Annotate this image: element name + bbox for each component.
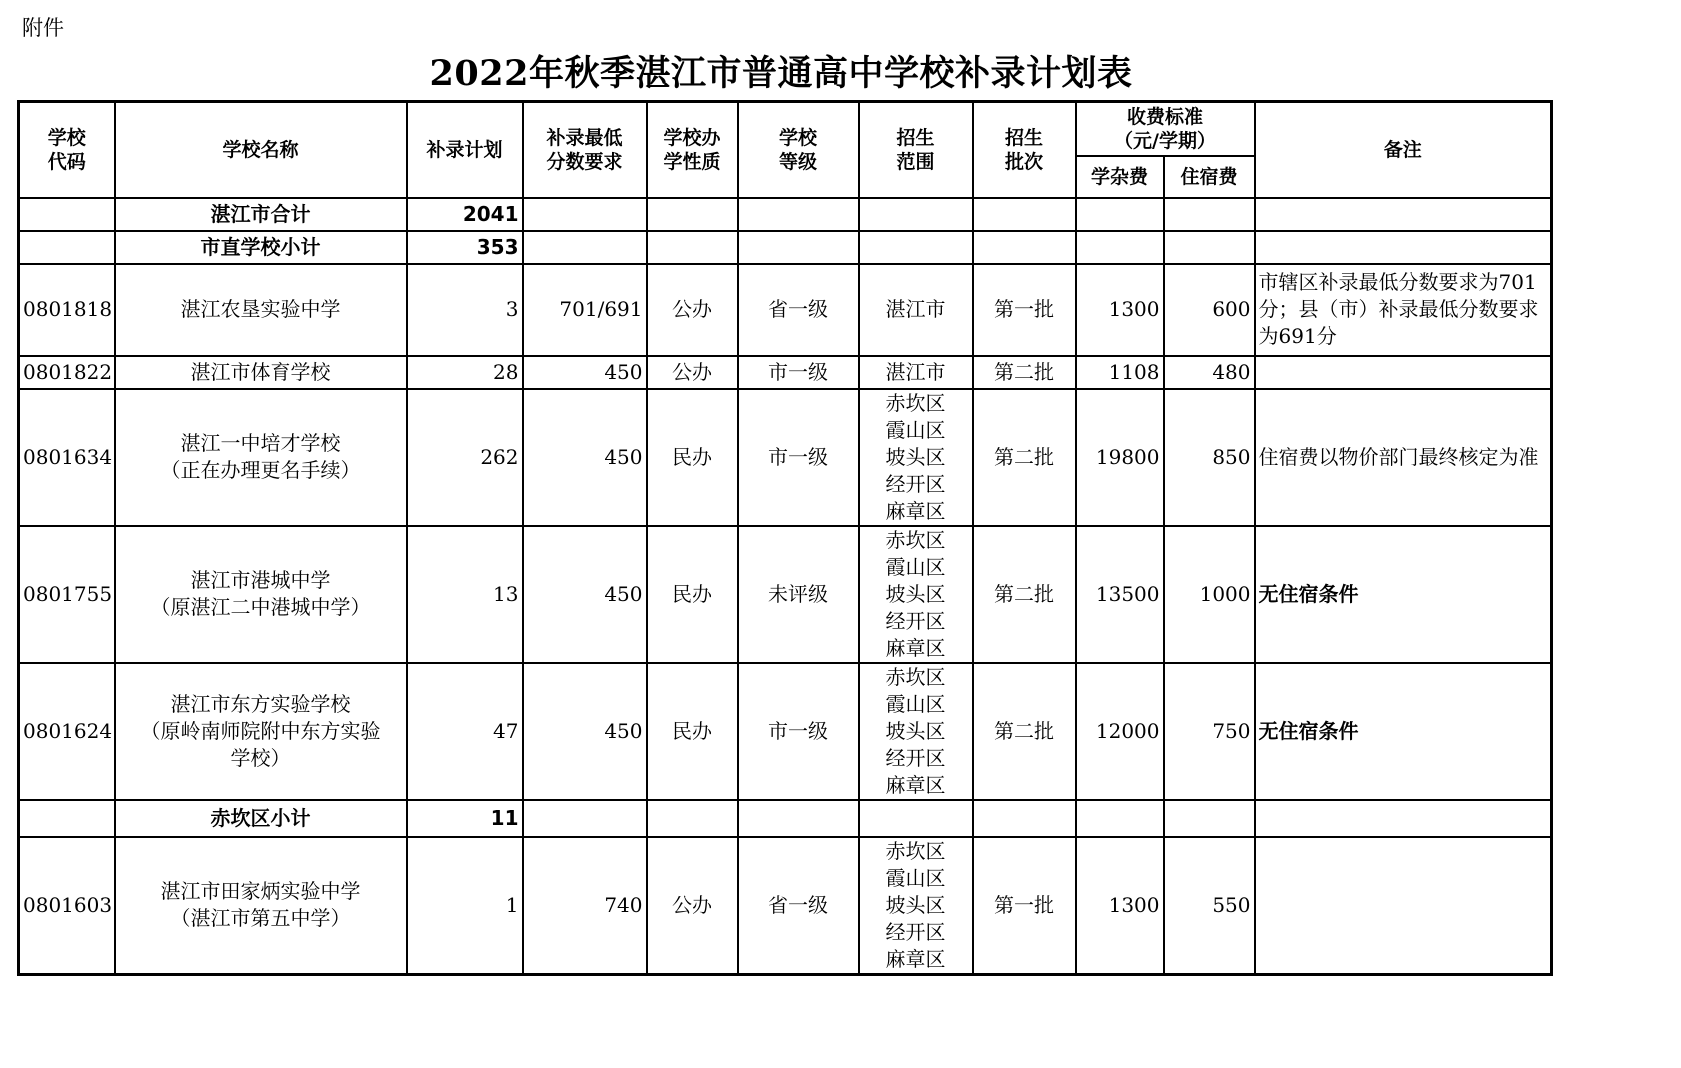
school-grade: 市一级	[738, 389, 859, 526]
lodging-fee: 1000	[1164, 526, 1255, 663]
admission-scope-line: 麻章区	[885, 946, 946, 971]
admission-scope-line: 经开区	[885, 745, 946, 770]
admission-scope-line: 坡头区	[885, 444, 946, 469]
chikan-subtotal-value: 11	[407, 800, 523, 837]
supplementary-admission-table	[17, 100, 1553, 976]
school-name-line: （原岭南师院附中东方实验	[140, 718, 381, 743]
school-name-line: 湛江市港城中学	[190, 568, 331, 592]
admission-scope-line: 坡头区	[885, 718, 946, 743]
admission-scope-line: 霞山区	[885, 865, 946, 890]
tuition-fee: 1108	[1076, 356, 1164, 389]
school-name	[115, 663, 407, 800]
school-grade: 省一级	[738, 264, 859, 356]
admission-scope-line: 经开区	[885, 471, 946, 496]
min-score: 450	[523, 663, 647, 800]
admission-scope	[859, 837, 973, 975]
school-grade: 市一级	[738, 663, 859, 800]
min-score: 450	[523, 526, 647, 663]
school-nature: 民办	[647, 389, 738, 526]
admission-scope-line: 赤坎区	[885, 390, 946, 415]
admission-scope-line: 霞山区	[885, 691, 946, 716]
empty-cell	[1076, 800, 1164, 837]
remark	[1255, 837, 1552, 975]
direct-subtotal-value: 353	[407, 231, 523, 264]
school-name-line: 湛江市东方实验学校	[170, 691, 351, 716]
remark: 市辖区补录最低分数要求为701分；县（市）补录最低分数要求为691分	[1255, 264, 1552, 356]
remark: 住宿费以物价部门最终核定为准	[1255, 389, 1552, 526]
school-row	[19, 264, 1552, 356]
admission-scope-line: 经开区	[885, 919, 946, 944]
remark: 无住宿条件	[1255, 663, 1552, 800]
lodging-fee: 750	[1164, 663, 1255, 800]
header-code: 学校 代码	[19, 102, 115, 198]
header-lodging: 住宿费	[1164, 156, 1255, 198]
plan-count: 262	[407, 389, 523, 526]
page-title: 2022年秋季湛江市普通高中学校补录计划表	[429, 53, 1133, 94]
header-remark: 备注	[1255, 102, 1552, 198]
chikan-subtotal-label: 赤坎区小计	[115, 800, 407, 837]
empty-cell	[859, 800, 973, 837]
school-nature: 民办	[647, 526, 738, 663]
direct-subtotal-row	[19, 231, 1552, 264]
header-nature: 学校办 学性质	[647, 102, 738, 198]
plan-count: 47	[407, 663, 523, 800]
empty-cell	[523, 800, 647, 837]
tuition-fee: 1300	[1076, 264, 1164, 356]
admission-scope-line: 麻章区	[885, 772, 946, 797]
admission-scope-line: 麻章区	[885, 635, 946, 660]
header-name: 学校名称	[115, 102, 407, 198]
school-name	[115, 389, 407, 526]
school-row	[19, 356, 1552, 389]
empty-cell	[1255, 800, 1552, 837]
remark	[1255, 356, 1552, 389]
min-score: 450	[523, 389, 647, 526]
school-row	[19, 837, 1552, 975]
tuition-fee: 1300	[1076, 837, 1164, 975]
school-name	[115, 356, 407, 389]
admission-scope-line: 赤坎区	[885, 838, 946, 863]
header-fee-group: 收费标准 （元/学期）	[1076, 102, 1255, 156]
lodging-fee: 550	[1164, 837, 1255, 975]
school-name-line: 湛江市体育学校	[190, 359, 331, 384]
empty-cell	[1164, 800, 1255, 837]
admission-scope	[859, 389, 973, 526]
city-total-value: 2041	[407, 198, 523, 231]
school-code: 0801818	[19, 264, 115, 356]
header-scope: 招生 范围	[859, 102, 973, 198]
admission-scope-line: 霞山区	[885, 554, 946, 579]
header-plan: 补录计划	[407, 102, 523, 198]
school-grade: 未评级	[738, 526, 859, 663]
school-nature: 公办	[647, 264, 738, 356]
empty-cell	[738, 800, 859, 837]
tuition-fee: 13500	[1076, 526, 1164, 663]
school-name	[115, 526, 407, 663]
admission-scope-line: 赤坎区	[885, 664, 946, 689]
admission-scope-line: 经开区	[885, 608, 946, 633]
admission-batch: 第二批	[973, 389, 1076, 526]
school-row	[19, 526, 1552, 663]
admission-scope	[859, 264, 973, 356]
admission-scope-line: 赤坎区	[885, 527, 946, 552]
school-name-line: 湛江一中培才学校	[180, 431, 341, 455]
tuition-fee: 19800	[1076, 389, 1164, 526]
school-code: 0801755	[19, 526, 115, 663]
header-min-score: 补录最低 分数要求	[523, 102, 647, 198]
admission-batch: 第二批	[973, 356, 1076, 389]
city-total-label: 湛江市合计	[115, 198, 407, 231]
school-row	[19, 389, 1552, 526]
school-code: 0801603	[19, 837, 115, 975]
plan-count: 1	[407, 837, 523, 975]
admission-scope	[859, 663, 973, 800]
header-grade: 学校 等级	[738, 102, 859, 198]
school-name-line: 湛江市田家炳实验中学	[160, 879, 361, 903]
attachment-label: 附件	[22, 16, 64, 40]
admission-scope-line: 湛江市	[885, 359, 946, 384]
school-name-line: （湛江市第五中学）	[170, 906, 351, 930]
city-total-row	[19, 198, 1552, 231]
admission-scope-line: 霞山区	[885, 417, 946, 442]
admission-scope	[859, 356, 973, 389]
admission-batch: 第二批	[973, 526, 1076, 663]
school-name	[115, 837, 407, 975]
admission-batch: 第一批	[973, 837, 1076, 975]
school-grade: 市一级	[738, 356, 859, 389]
lodging-fee: 850	[1164, 389, 1255, 526]
admission-scope-line: 湛江市	[885, 297, 946, 321]
empty-cell	[19, 800, 115, 837]
direct-subtotal-label: 市直学校小计	[115, 231, 407, 264]
school-code: 0801822	[19, 356, 115, 389]
header-batch: 招生 批次	[973, 102, 1076, 198]
school-nature: 公办	[647, 356, 738, 389]
admission-batch: 第二批	[973, 663, 1076, 800]
plan-count: 13	[407, 526, 523, 663]
school-name	[115, 264, 407, 356]
admission-scope-line: 坡头区	[885, 581, 946, 606]
min-score: 701/691	[523, 264, 647, 356]
chikan-subtotal-row	[19, 800, 1552, 837]
plan-count: 28	[407, 356, 523, 389]
school-grade: 省一级	[738, 837, 859, 975]
admission-scope-line: 坡头区	[885, 892, 946, 917]
admission-scope-line: 麻章区	[885, 498, 946, 523]
school-code: 0801634	[19, 389, 115, 526]
school-nature: 公办	[647, 837, 738, 975]
school-nature: 民办	[647, 663, 738, 800]
lodging-fee: 480	[1164, 356, 1255, 389]
admission-scope	[859, 526, 973, 663]
empty-cell	[973, 800, 1076, 837]
lodging-fee: 600	[1164, 264, 1255, 356]
plan-count: 3	[407, 264, 523, 356]
admission-batch: 第一批	[973, 264, 1076, 356]
school-name-line: 湛江农垦实验中学	[180, 297, 341, 321]
empty-cell	[647, 800, 738, 837]
remark: 无住宿条件	[1255, 526, 1552, 663]
min-score: 740	[523, 837, 647, 975]
school-name-line: 学校）	[230, 745, 291, 770]
header-tuition: 学杂费	[1076, 156, 1164, 198]
min-score: 450	[523, 356, 647, 389]
school-name-line: （正在办理更名手续）	[160, 458, 361, 482]
school-name-line: （原湛江二中港城中学）	[150, 595, 371, 619]
school-code: 0801624	[19, 663, 115, 800]
tuition-fee: 12000	[1076, 663, 1164, 800]
school-row	[19, 663, 1552, 800]
